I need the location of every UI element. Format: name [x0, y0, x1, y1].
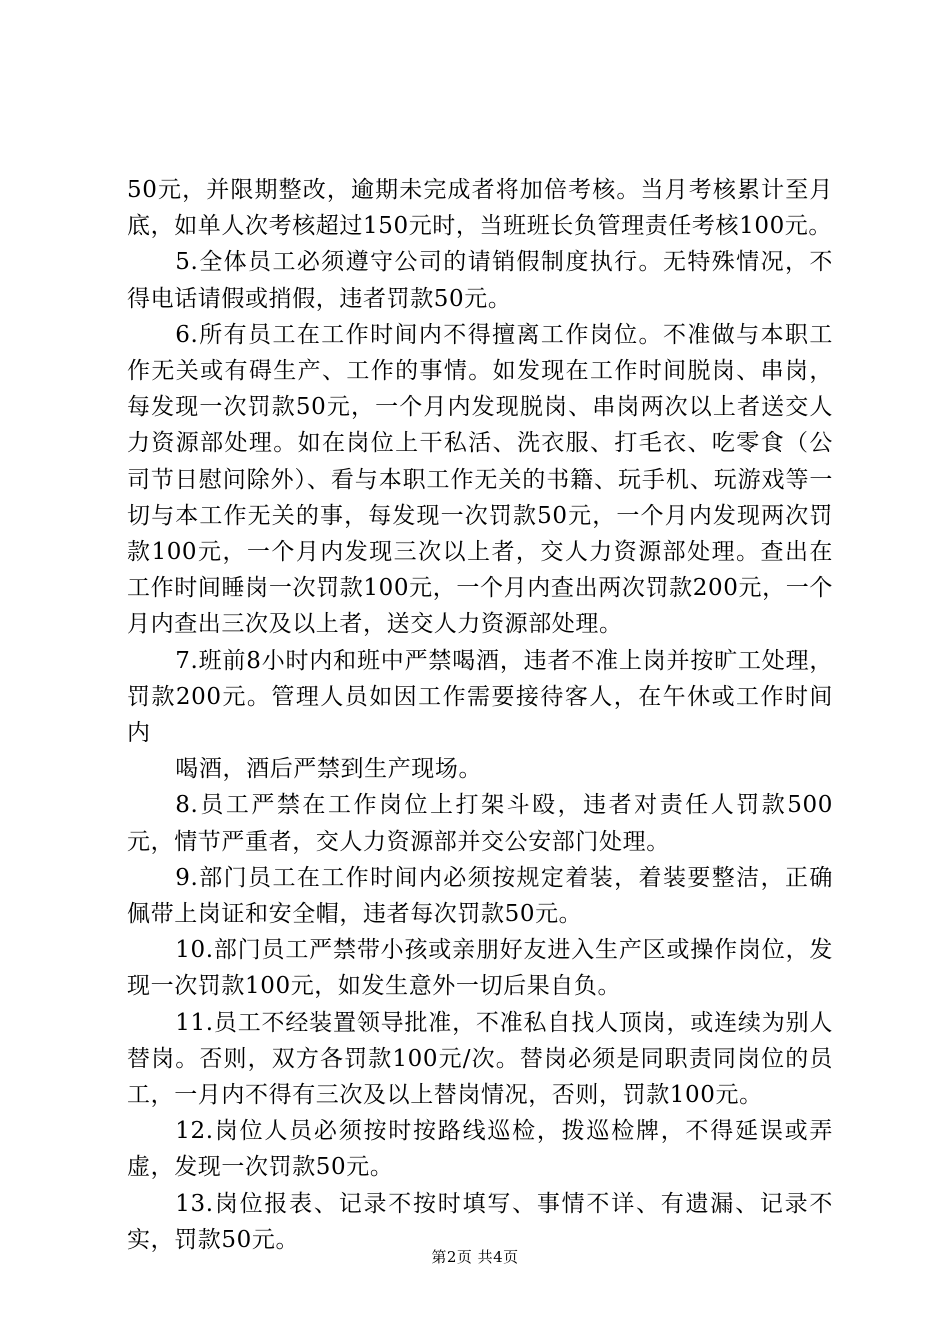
paragraph-rule-13: 13.岗位报表、记录不按时填写、事情不详、有遗漏、记录不实，罚款50元。 — [127, 1190, 833, 1253]
paragraph-rule-8: 8.员工严禁在工作岗位上打架斗殴，违者对责任人罚款500元，情节严重者，交人力资源部并交公安部门处理。 — [127, 792, 833, 855]
paragraph-rule-11: 11.员工不经装置领导批准，不准私自找人顶岗，或连续为别人替岗。否则，双方各罚款100元/次。替岗必须是同职责同岗位的员工，一月内不得有三次及以上替岗情况，否则，罚款100元。 — [127, 1009, 833, 1109]
paragraph-rule-5: 5.全体员工必须遵守公司的请销假制度执行。无特殊情况，不得电话请假或捎假，违者罚款50元。 — [127, 249, 833, 312]
paragraph-1: 50元，并限期整改，逾期未完成者将加倍考核。当月考核累计至月底，如单人次考核超过150元时，当班班长负管理责任考核100元。 — [127, 177, 833, 240]
paragraph-rule-6: 6.所有员工在工作时间内不得擅离工作岗位。不准做与本职工作无关或有碍生产、工作的事情。如发现在工作时间脱岗、串岗，每发现一次罚款50元，一个月内发现脱岗、串岗两次以上者送交人力资源部处理。如在岗位上干私活、洗衣服、打毛衣、吃零食（公司节日慰问除外）、看与本职工作无关的书籍、玩手机、玩游戏等一切与本工作无关的事，每发现一次罚款50元，一个月内发现两次罚款100元，一个月内发现三次以上者，交人力资源部处理。查出在工作时间睡岗一次罚款100元，一个月内查出两次罚款200元，一个月内查出三次及以上者，送交人力资源部处理。 — [127, 321, 833, 638]
document-body — [127, 172, 833, 1258]
paragraph-rule-12: 12.岗位人员必须按时按路线巡检，拨巡检牌，不得延误或弄虚，发现一次罚款50元。 — [127, 1118, 833, 1181]
page-number-footer: 第2页 共4页 — [431, 1248, 519, 1266]
paragraph-rule-10: 10.部门员工严禁带小孩或亲朋好友进入生产区或操作岗位，发现一次罚款100元，如发生意外一切后果自负。 — [127, 937, 833, 1000]
paragraph-rule-7: 7.班前8小时内和班中严禁喝酒，违者不准上岗并按旷工处理，罚款200元。管理人员如因工作需要接待客人，在午休或工作时间内 — [127, 647, 833, 747]
paragraph-rule-9: 9.部门员工在工作时间内必须按规定着装，着装要整洁，正确佩带上岗证和安全帽，违者每次罚款50元。 — [127, 864, 833, 928]
paragraph-rule-7-continued: 喝酒，酒后严禁到生产现场。 — [175, 756, 483, 783]
